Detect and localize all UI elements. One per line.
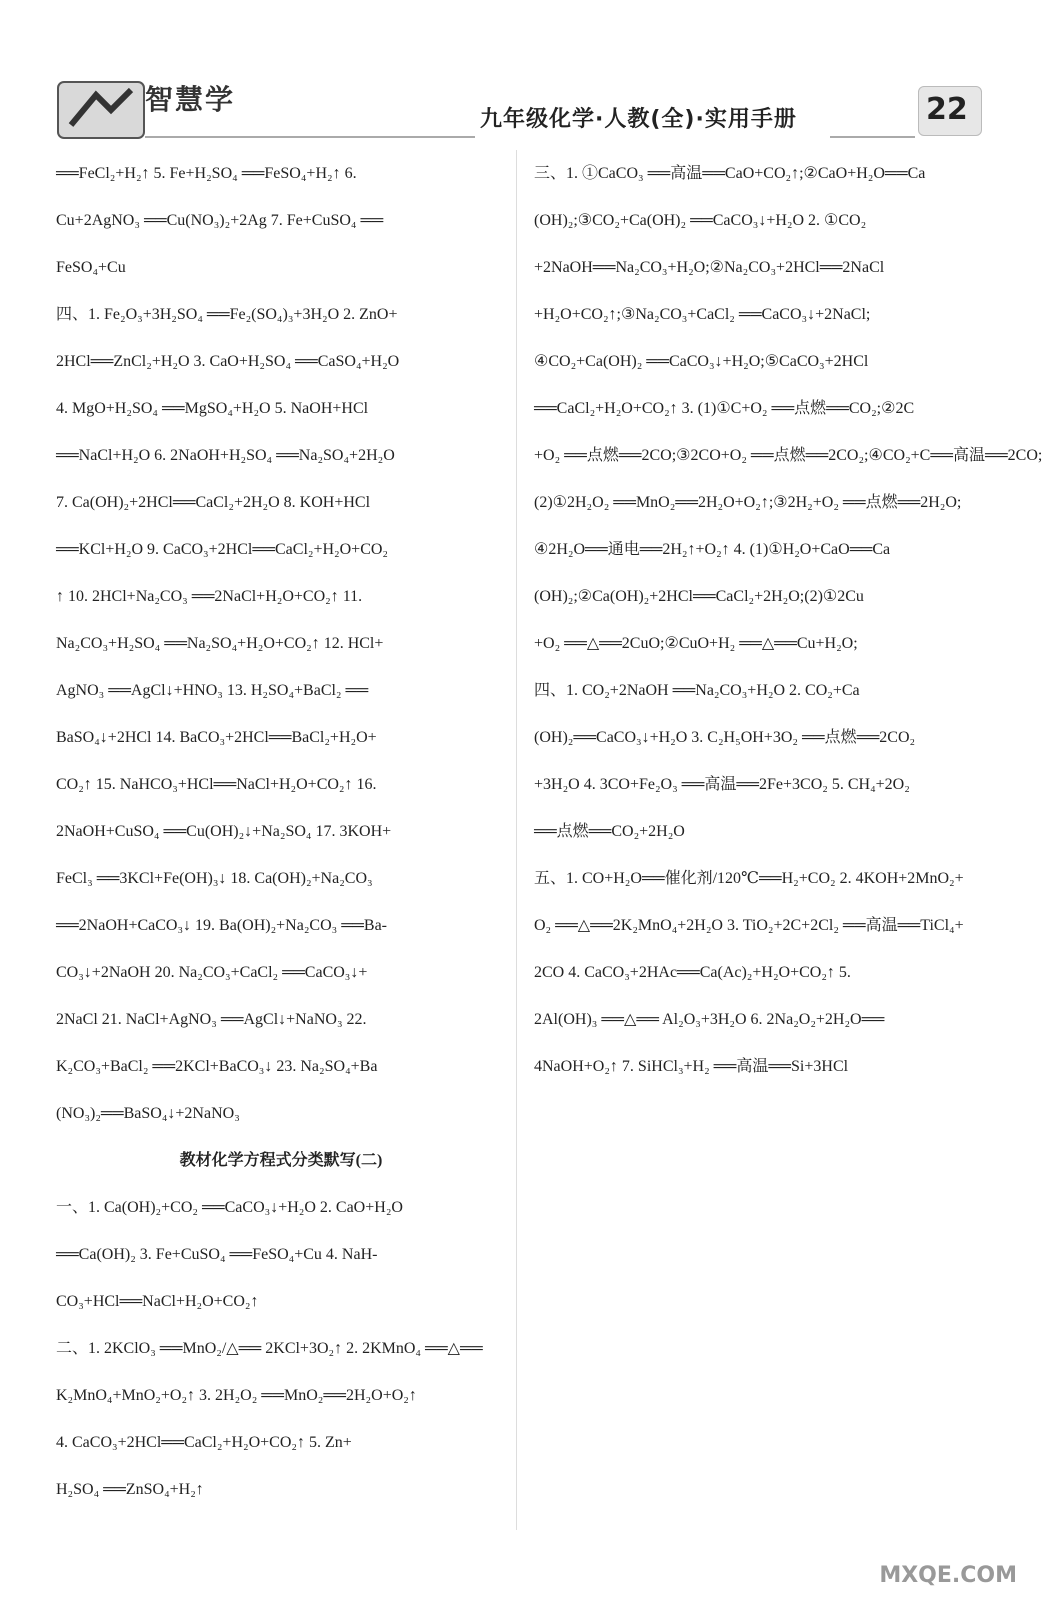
equation-line: 四、1. Fe₂O₃+3H₂SO₄ ══Fe₂(SO₄)₃+3H₂O 2. ZnO+: [56, 306, 398, 323]
equation-line: K₂MnO₄+MnO₂+O₂↑ 3. 2H₂O₂ ══MnO₂══2H₂O+O₂↑: [56, 1387, 417, 1404]
equation-line: ══NaCl+H₂O 6. 2NaOH+H₂SO₄ ══Na₂SO₄+2H₂O: [56, 447, 395, 464]
column-divider: [516, 150, 517, 1530]
equation-line: FeSO₄+Cu: [56, 259, 126, 276]
equation-line: +H₂O+CO₂↑;③Na₂CO₃+CaCl₂ ══CaCO₃↓+2NaCl;: [534, 306, 871, 323]
watermark: MXQE.COM: [879, 1563, 1017, 1588]
equation-line: 2CO 4. CaCO₃+2HAc══Ca(Ac)₂+H₂O+CO₂↑ 5.: [534, 964, 851, 981]
equation-line: H₂SO₄ ══ZnSO₄+H₂↑: [56, 1481, 204, 1498]
equation-line: FeCl₃ ══3KCl+Fe(OH)₃↓ 18. Ca(OH)₂+Na₂CO₃: [56, 870, 373, 887]
equation-line: 2HCl══ZnCl₂+H₂O 3. CaO+H₂SO₄ ══CaSO₄+H₂O: [56, 353, 400, 370]
equation-line: ④2H₂O══通电══2H₂↑+O₂↑ 4. (1)①H₂O+CaO══Ca: [534, 541, 891, 558]
equation-line: (2)①2H₂O₂ ══MnO₂══2H₂O+O₂↑;③2H₂+O₂ ══点燃══2H₂O;: [534, 494, 962, 511]
equation-line: 一、1. Ca(OH)₂+CO₂ ══CaCO₃↓+H₂O 2. CaO+H₂O: [56, 1199, 403, 1216]
equation-line: ══2NaOH+CaCO₃↓ 19. Ba(OH)₂+Na₂CO₃ ══Ba-: [56, 917, 387, 934]
equation-line: 二、1. 2KClO₃ ══MnO₂/△══ 2KCl+3O₂↑ 2. 2KMnO₄ ══△══: [56, 1340, 483, 1357]
equation-line: AgNO₃ ══AgCl↓+HNO₃ 13. H₂SO₄+BaCl₂ ══: [56, 682, 369, 699]
equation-line: ══FeCl₂+H₂↑ 5. Fe+H₂SO₄ ══FeSO₄+H₂↑ 6.: [56, 165, 357, 182]
equation-line: 四、1. CO₂+2NaOH ══Na₂CO₃+H₂O 2. CO₂+Ca: [534, 682, 860, 699]
equation-line: Na₂CO₃+H₂SO₄ ══Na₂SO₄+H₂O+CO₂↑ 12. HCl+: [56, 635, 384, 652]
equation-line: (NO₃)₂══BaSO₄↓+2NaNO₃: [56, 1105, 240, 1122]
right-column: [534, 150, 1043, 1090]
equation-line: +2NaOH══Na₂CO₃+H₂O;②Na₂CO₃+2HCl══2NaCl: [534, 259, 885, 276]
equation-line: 4. CaCO₃+2HCl══CaCl₂+H₂O+CO₂↑ 5. Zn+: [56, 1434, 352, 1451]
equation-line: 4NaOH+O₂↑ 7. SiHCl₃+H₂ ══高温══Si+3HCl: [534, 1058, 849, 1075]
equation-line: K₂CO₃+BaCl₂ ══2KCl+BaCO₃↓ 23. Na₂SO₄+Ba: [56, 1058, 378, 1075]
equation-line: +3H₂O 4. 3CO+Fe₂O₃ ══高温══2Fe+3CO₂ 5. CH₄+2O₂: [534, 776, 910, 793]
equation-line: (OH)₂;②Ca(OH)₂+2HCl══CaCl₂+2H₂O;(2)①2Cu: [534, 588, 864, 605]
logo-icon: [56, 80, 146, 140]
header-rule-right: [830, 136, 915, 138]
equation-line: 7. Ca(OH)₂+2HCl══CaCl₂+2H₂O 8. KOH+HCl: [56, 494, 371, 511]
equation-line: ④CO₂+Ca(OH)₂ ══CaCO₃↓+H₂O;⑤CaCO₃+2HCl: [534, 353, 869, 370]
equation-line: Cu+2AgNO₃ ══Cu(NO₃)₂+2Ag 7. Fe+CuSO₄ ══: [56, 212, 384, 229]
equation-line: 2Al(OH)₃ ══△══ Al₂O₃+3H₂O 6. 2Na₂O₂+2H₂O══: [534, 1011, 885, 1028]
equation-line: CO₂↑ 15. NaHCO₃+HCl══NaCl+H₂O+CO₂↑ 16.: [56, 776, 377, 793]
equation-line: CO₃↓+2NaOH 20. Na₂CO₃+CaCl₂ ══CaCO₃↓+: [56, 964, 368, 981]
equation-line: ══点燃══CO₂+2H₂O: [534, 823, 685, 840]
equation-line: O₂ ══△══2K₂MnO₄+2H₂O 3. TiO₂+2C+2Cl₂ ══高温══TiCl₄+: [534, 917, 964, 934]
logo-text: 智慧学: [145, 85, 236, 116]
equation-line: +O₂ ══点燃══2CO;③2CO+O₂ ══点燃══2CO₂;④CO₂+C══高温══2CO;: [534, 447, 1043, 464]
equation-line: BaSO₄↓+2HCl 14. BaCO₃+2HCl══BaCl₂+H₂O+: [56, 729, 377, 746]
equation-line: 2NaCl 21. NaCl+AgNO₃ ══AgCl↓+NaNO₃ 22.: [56, 1011, 367, 1028]
equation-line: ══Ca(OH)₂ 3. Fe+CuSO₄ ══FeSO₄+Cu 4. NaH-: [56, 1246, 378, 1263]
equation-line: (OH)₂;③CO₂+Ca(OH)₂ ══CaCO₃↓+H₂O 2. ①CO₂: [534, 212, 867, 229]
header-rule-left: [145, 136, 475, 138]
page-header: [0, 0, 1061, 150]
book-title: 九年级化学·人教(全)·实用手册: [480, 107, 797, 132]
equation-line: ══CaCl₂+H₂O+CO₂↑ 3. (1)①C+O₂ ══点燃══CO₂;②2C: [534, 400, 915, 417]
equation-line: CO₃+HCl══NaCl+H₂O+CO₂↑: [56, 1293, 259, 1310]
equation-line: ↑ 10. 2HCl+Na₂CO₃ ══2NaCl+H₂O+CO₂↑ 11.: [56, 588, 363, 605]
equation-line: 五、1. CO+H₂O══催化剂/120℃══H₂+CO₂ 2. 4KOH+2MnO₂+: [534, 870, 964, 887]
equation-line: 三、1. ①CaCO₃ ══高温══CaO+CO₂↑;②CaO+H₂O══Ca: [534, 165, 926, 182]
equation-line: 4. MgO+H₂SO₄ ══MgSO₄+H₂O 5. NaOH+HCl: [56, 400, 369, 417]
left-column: [56, 150, 506, 1513]
equation-line: +O₂ ══△══2CuO;②CuO+H₂ ══△══Cu+H₂O;: [534, 635, 858, 652]
equation-line: ══KCl+H₂O 9. CaCO₃+2HCl══CaCl₂+H₂O+CO₂: [56, 541, 389, 558]
equation-line: (OH)₂══CaCO₃↓+H₂O 3. C₂H₅OH+3O₂ ══点燃══2CO₂: [534, 729, 916, 746]
equation-line: 2NaOH+CuSO₄ ══Cu(OH)₂↓+Na₂SO₄ 17. 3KOH+: [56, 823, 392, 840]
equation-line: 教材化学方程式分类默写(二): [179, 1152, 383, 1169]
page-number: 22: [926, 92, 968, 127]
